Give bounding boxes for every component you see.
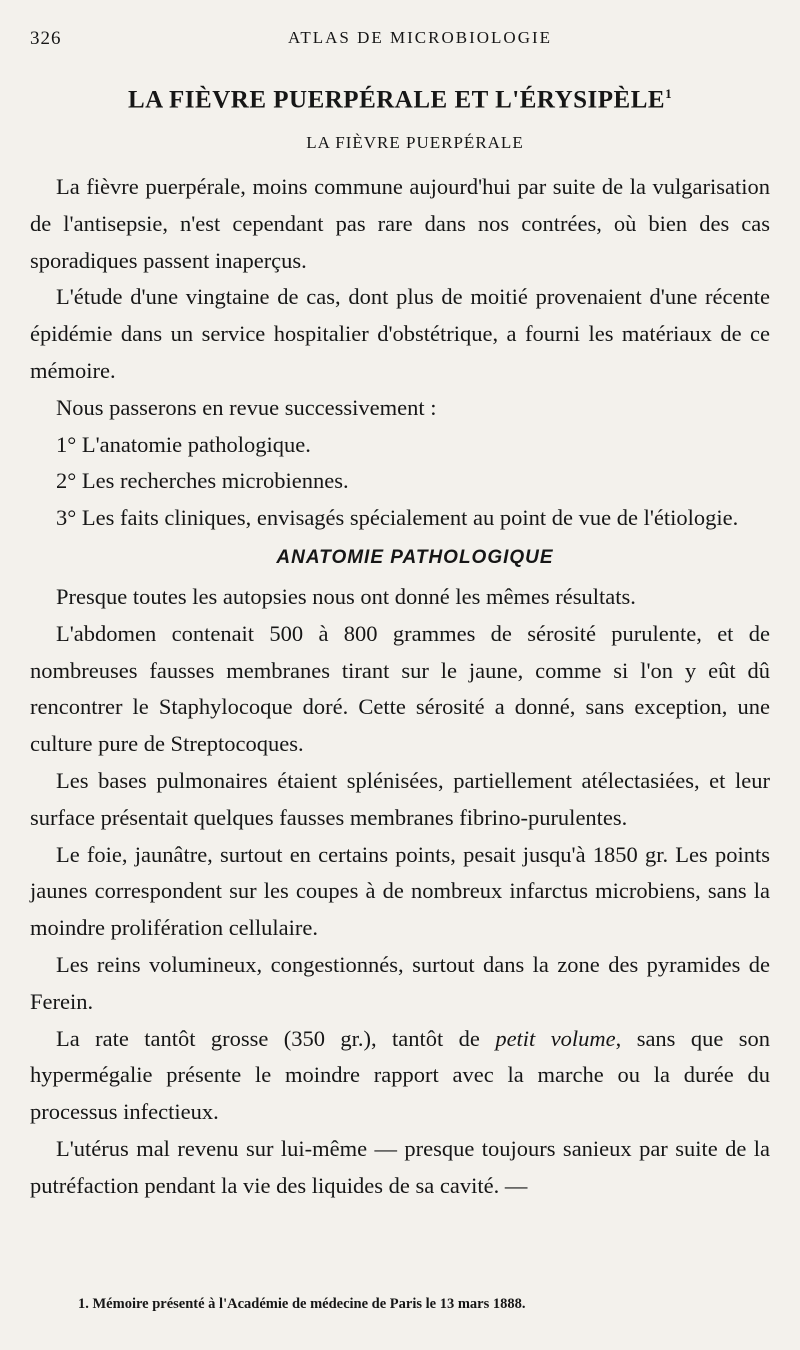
paragraph-kidneys: Les reins volumineux, congestionnés, surtout dans la zone des pyramides de Ferein. — [30, 951, 770, 1014]
list-item-2: 2° Les recherches microbiennes. — [56, 468, 349, 494]
chapter-title-text: LA FIÈVRE PUERPÉRALE ET L'ÉRYSIPÈLE — [127, 86, 666, 114]
footnote: 1. Mémoire présenté à l'Académie de médecine de Paris le 13 mars 1888. — [78, 1296, 526, 1312]
paragraph-autopsies: Presque toutes les autopsies nous ont donné les mêmes résultats. — [56, 583, 636, 609]
section-heading: ANATOMIE PATHOLOGIQUE — [276, 546, 554, 568]
paragraph-spleen — [30, 1021, 770, 1131]
chapter-title — [0, 86, 800, 114]
paragraph-lungs: Les bases pulmonaires étaient splénisées, partiellement atélectasiées, et leur surface présentait quelques fausses membranes fibrino-purulentes. — [30, 767, 770, 830]
paragraph-liver: Le foie, jaunâtre, surtout en certains points, pesait jusqu'à 1850 gr. Les points jaunes correspondent sur les coupes à de nombreux infarctus microbiens, sans la moindre prolifération cellulaire. — [30, 841, 770, 941]
spleen-text-before: La rate tantôt grosse (350 gr.), tantôt de — [56, 1025, 496, 1051]
paragraph-study: L'étude d'une vingtaine de cas, dont plus de moitié provenaient d'une récente épidémie dans un service hospitalier d'obstétrique, a fourni les matériaux de ce mémoire. — [30, 284, 770, 383]
title-footnote-marker: 1 — [665, 86, 673, 101]
paragraph-abdomen: L'abdomen contenait 500 à 800 grammes de sérosité purulente, et de nombreuses fausses membranes tirant sur le jaune, comme si l'on y eût dû rencontrer le Staphylocoque doré. Cette sérosité a donné, sans exception, une culture pure de Streptocoques. — [30, 620, 770, 757]
chapter-subtitle: LA FIÈVRE PUERPÉRALE — [306, 133, 524, 152]
spleen-text-italic: petit volume — [495, 1025, 616, 1051]
list-item-1: 1° L'anatomie pathologique. — [56, 431, 311, 457]
running-head: ATLAS DE MICROBIOLOGIE — [287, 28, 553, 47]
page-header — [30, 28, 770, 56]
spleen-text-after: , sans que son hypermégalie présente le moindre rapport avec la marche ou la durée du processus infectieux. — [30, 1025, 770, 1125]
page-number: 326 — [30, 28, 62, 49]
paragraph-outline: Nous passerons en revue successivement : — [56, 394, 437, 420]
list-item-3: 3° Les faits cliniques, envisagés spécialement au point de vue de l'étiologie. — [56, 505, 739, 531]
paragraph-uterus: L'utérus mal revenu sur lui-même — presque toujours sanieux par suite de la putréfaction pendant la vie des liquides de sa cavité. — — [30, 1135, 770, 1198]
body-text — [30, 169, 770, 1205]
paragraph-intro: La fièvre puerpérale, moins commune aujourd'hui par suite de la vulgarisation de l'antisepsie, n'est cependant pas rare dans nos contrées, où bien des cas sporadiques passent inaperçus. — [30, 174, 770, 273]
